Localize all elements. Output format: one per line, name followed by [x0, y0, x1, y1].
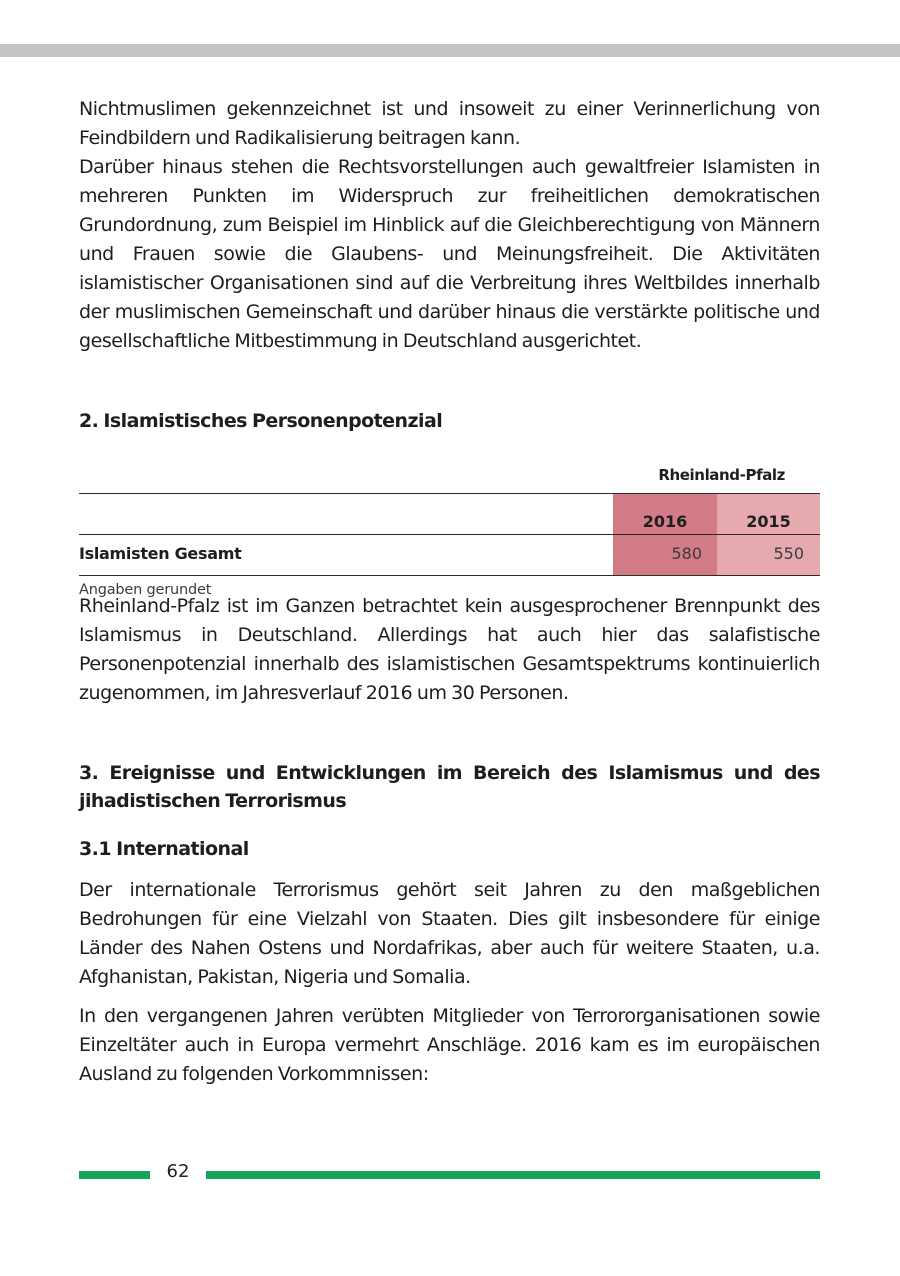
page-footer [79, 1161, 820, 1185]
table-value-2016: 580 [671, 544, 702, 563]
footer-bar-left [79, 1171, 150, 1179]
table-rule-bottom [79, 575, 820, 576]
table-region-label: Rheinland-Pfalz [658, 466, 785, 484]
heading-ereignisse: 3. Ereignisse und Entwicklungen im Bereich des Islamismus und des jihadistischen Terrorismus [79, 762, 820, 812]
heading-international: 3.1 International [79, 838, 249, 860]
page-content [79, 95, 820, 1089]
table-value-2015: 550 [773, 544, 804, 563]
footer-bar-right [206, 1171, 820, 1179]
table-header-2016: 2016 [642, 512, 688, 531]
paragraph-intro-2: Darüber hinaus stehen die Rechtsvorstellungen auch gewaltfreier Islamisten in mehreren Punkten im Widerspruch zur freiheitlichen demokratischen Grundordnung, zum Beispiel im Hinblick auf die Gleichberechtigung von Männern und Frauen sowie die Glaubens- und Meinungsfreiheit. Die Aktivitäten islamistischer Organisationen sind auf die Verbreitung ihres Weltbildes innerhalb der muslimischen Gemeinschaft und darüber hinaus die verstärkte politische und gesellschaftliche Mitbestimmung in Deutschland ausgerichtet. [79, 156, 820, 352]
paragraph-international-1: Der internationale Terrorismus gehört seit Jahren zu den maßgeblichen Bedrohungen für eine Vielzahl von Staaten. Dies gilt insbesondere für einige Länder des Nahen Ostens und Nordafrikas, aber auch für weitere Staaten, u.a. Afghanistan, Pakistan, Nigeria und Somalia. [79, 879, 820, 988]
paragraph-intro-1: Nichtmuslimen gekennzeichnet ist und insoweit zu einer Verinnerlichung von Feindbildern und Radikalisierung beitragen kann. [79, 98, 820, 149]
paragraph-rlp: Rheinland-Pfalz ist im Ganzen betrachtet kein ausgesprochener Brennpunkt des Islamismus in Deutschland. Allerdings hat auch hier das salafistische Personenpotenzial innerhalb des islamistischen Gesamtspektrums kontinuierlich zugenommen, im Jahresverlauf 2016 um 30 Personen. [79, 595, 820, 704]
page-number: 62 [166, 1161, 190, 1182]
table-row-label: Islamisten Gesamt [79, 544, 242, 563]
personenpotenzial-table [79, 466, 820, 598]
top-gray-bar [0, 44, 900, 57]
table-rule-top [79, 493, 820, 494]
table-header-2015: 2015 [746, 512, 791, 531]
table-note: Angaben gerundet [79, 582, 212, 598]
paragraph-international-2: In den vergangenen Jahren verübten Mitglieder von Terrororganisationen sowie Einzeltäter auch in Europa vermehrt Anschläge. 2016 kam es im europäischen Ausland zu folgenden Vorkommnissen: [79, 1005, 820, 1085]
heading-personenpotenzial: 2. Islamistisches Personenpotenzial [79, 410, 443, 432]
table-rule-middle [79, 534, 820, 535]
